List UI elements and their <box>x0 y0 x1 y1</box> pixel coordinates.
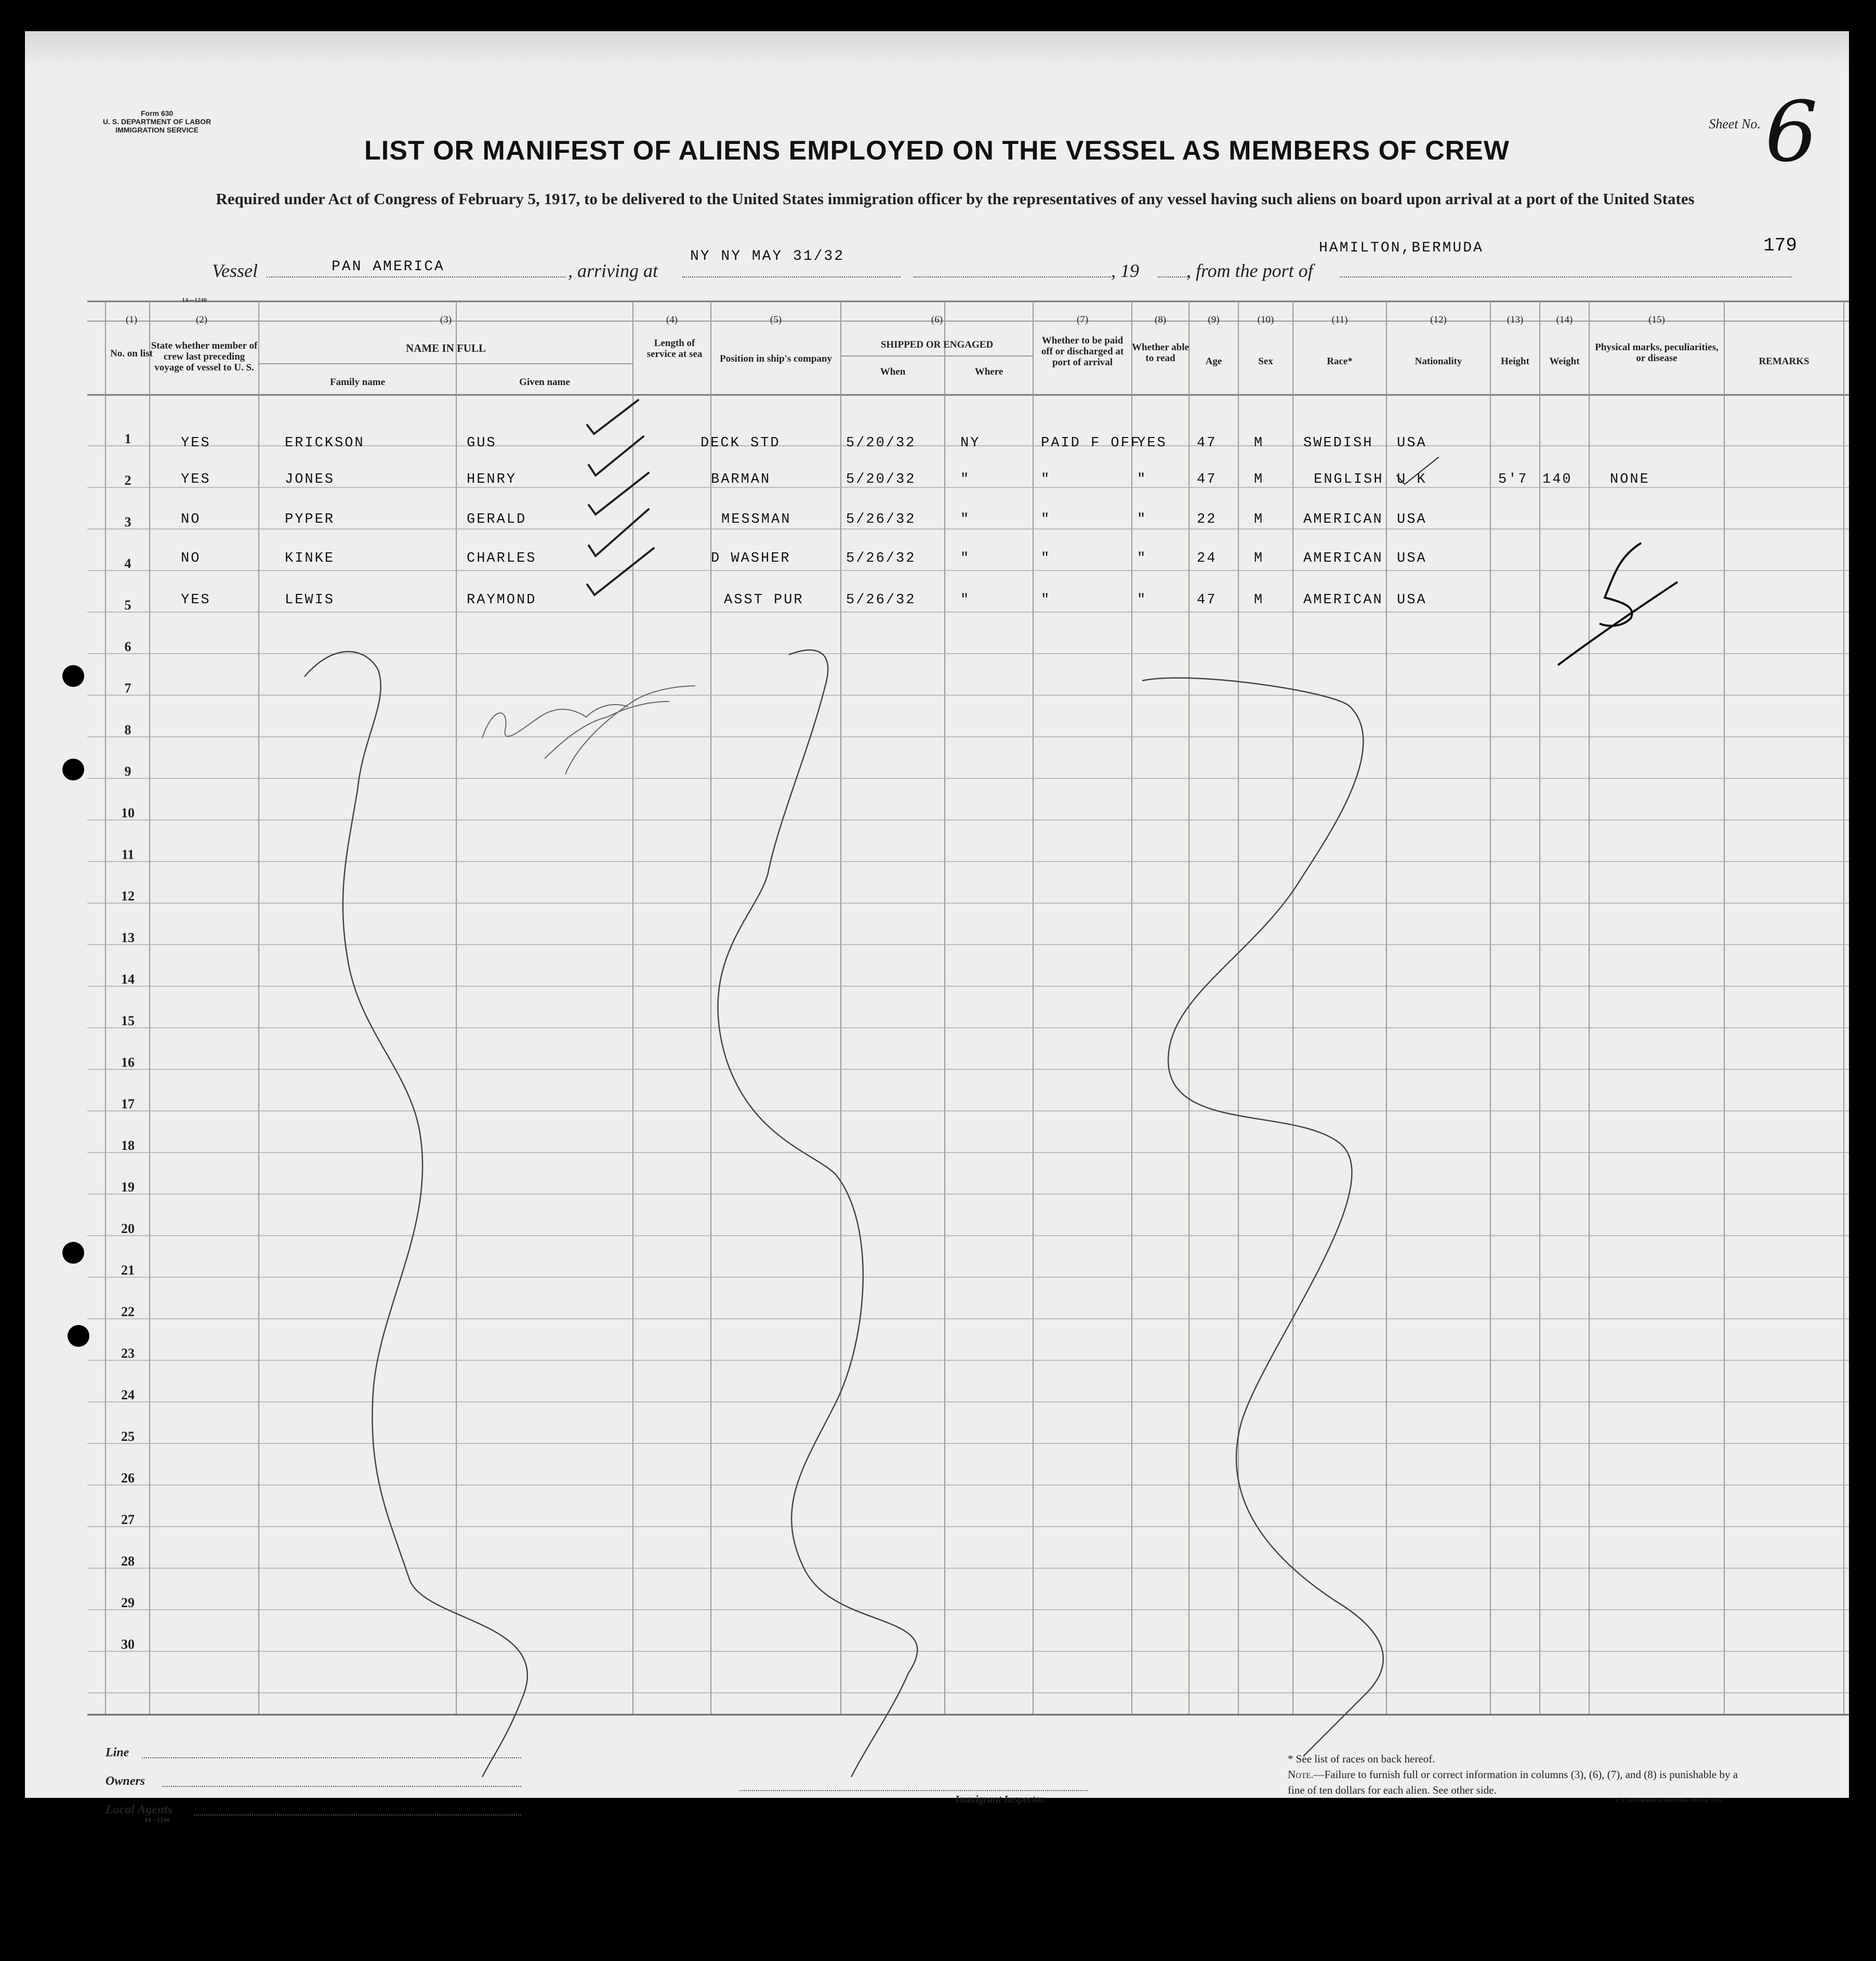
row-number: 21 <box>121 1263 135 1278</box>
sex-cell: M <box>1254 435 1264 451</box>
note-label: Note. <box>1288 1768 1314 1781</box>
row-number: 19 <box>121 1180 135 1195</box>
given-name-cell: RAYMOND <box>467 592 537 608</box>
col-12-header: Nationality <box>1415 356 1462 367</box>
col-14-number: (14) <box>1556 314 1573 325</box>
handwriting-layer <box>25 31 1849 1798</box>
paid-off-cell: PAID F OFF <box>1041 435 1141 451</box>
col-3b-header: Given name <box>519 377 570 388</box>
shipped-when-cell: 5/26/32 <box>846 512 916 527</box>
col-10-number: (10) <box>1257 314 1274 325</box>
able-to-read-cell: YES <box>1137 435 1167 451</box>
row-number: 24 <box>121 1387 135 1402</box>
able-to-read-cell: " <box>1137 472 1147 487</box>
col-3-number: (3) <box>440 314 452 325</box>
shipped-where-cell: " <box>960 551 971 566</box>
prev-voyage-cell: YES <box>181 472 211 487</box>
shipped-where-cell: " <box>960 512 971 527</box>
prev-voyage-cell: YES <box>181 592 211 608</box>
col-7-header: Whether to be paid off or discharged at port of arrival <box>1041 335 1124 368</box>
binder-hole <box>62 665 84 687</box>
height-cell: 5'7 <box>1498 472 1528 487</box>
col-10-header: Sex <box>1258 356 1273 367</box>
race-cell: AMERICAN <box>1303 551 1383 566</box>
binder-hole <box>62 1242 84 1264</box>
paid-off-cell: " <box>1041 472 1051 487</box>
note-text: —Failure to furnish full or correct information in columns (3), (6), (7), and (8) is punishable by a fine of ten dollars for each alien. See other side. <box>1288 1768 1738 1796</box>
page-title: LIST OR MANIFEST OF ALIENS EMPLOYED ON THE VESSEL AS MEMBERS OF CREW <box>364 136 1510 166</box>
service-name: IMMIGRATION SERVICE <box>115 126 199 134</box>
page-subtitle: Required under Act of Congress of February 5, 1917, to be delivered to the United States immigration officer by the representatives of any vessel having such aliens on board upon arrival at a port of the United States <box>216 190 1695 208</box>
inspector-label: Immigrant Inspector. <box>955 1794 1047 1805</box>
remarks-header: REMARKS <box>1759 356 1809 367</box>
shipped-when-cell: 5/26/32 <box>846 551 916 566</box>
prev-voyage-cell: YES <box>181 435 211 451</box>
line-dotted <box>142 1757 521 1758</box>
manifest-sheet <box>25 31 1849 1823</box>
age-cell: 22 <box>1197 512 1217 527</box>
race-cell: AMERICAN <box>1303 592 1383 608</box>
void-lines <box>305 650 1383 1777</box>
position-cell: BARMAN <box>711 472 771 487</box>
race-note: * See list of races on back hereof. <box>1288 1753 1435 1765</box>
shipped-where-cell: " <box>960 472 971 487</box>
nationality-cell: USA <box>1397 551 1427 566</box>
given-name-cell: HENRY <box>467 472 517 487</box>
owners-label: Owners <box>105 1774 146 1788</box>
binder-hole <box>68 1325 89 1347</box>
nationality-cell: USA <box>1397 435 1427 451</box>
row-number: 1 <box>124 431 131 446</box>
row-number: 18 <box>121 1138 135 1153</box>
col-6-header: SHIPPED OR ENGAGED <box>880 339 994 350</box>
inspector-dotted <box>739 1790 1088 1791</box>
void-line <box>1142 678 1383 1756</box>
row-number: 27 <box>121 1512 135 1527</box>
able-to-read-cell: " <box>1137 512 1147 527</box>
sex-cell: M <box>1254 592 1264 608</box>
check-mark <box>1397 457 1438 484</box>
col-6a-header: When <box>880 366 906 377</box>
check-mark <box>587 400 638 434</box>
row-number: 14 <box>121 972 135 987</box>
col-8-header: Whether able to read <box>1132 342 1189 364</box>
age-cell: 47 <box>1197 435 1217 451</box>
col-13-header: Height <box>1501 356 1529 367</box>
position-cell: D WASHER <box>711 551 791 566</box>
form-code: 14—1240 <box>182 296 207 303</box>
col-9-header: Age <box>1205 356 1222 367</box>
col-2-number: (2) <box>195 314 208 325</box>
check-mark <box>589 436 643 475</box>
col-5-number: (5) <box>770 314 782 325</box>
col-15-header: Physical marks, peculiarities, or disease <box>1595 342 1719 364</box>
col-13-number: (13) <box>1507 314 1524 325</box>
check-mark <box>589 509 649 556</box>
col-4-number: (4) <box>666 314 678 325</box>
arriving-value: NY NY MAY 31/32 <box>690 248 845 264</box>
col-6-number: (6) <box>931 314 943 325</box>
race-cell: AMERICAN <box>1303 512 1383 527</box>
row-number: 20 <box>121 1221 135 1236</box>
row-number: 28 <box>121 1554 135 1569</box>
row-number: 23 <box>121 1346 135 1361</box>
row-number: 8 <box>124 722 131 737</box>
able-to-read-cell: " <box>1137 592 1147 608</box>
arriving-label: , arriving at <box>568 260 658 281</box>
from-port-value: HAMILTON,BERMUDA <box>1319 240 1484 256</box>
nationality-cell: USA <box>1397 512 1427 527</box>
form-number: Form 630 <box>140 109 174 117</box>
col-5-header: Position in ship's company <box>720 353 832 364</box>
row-number: 7 <box>124 681 131 696</box>
agents-dotted <box>194 1814 521 1816</box>
from-port-label: , from the port of <box>1186 260 1313 281</box>
race-cell: ENGLISH <box>1314 472 1384 487</box>
given-name-cell: CHARLES <box>467 551 537 566</box>
able-to-read-cell: " <box>1137 551 1147 566</box>
row-number: 30 <box>121 1637 135 1652</box>
vessel-label: Vessel <box>212 260 258 281</box>
row-number: 2 <box>124 473 131 488</box>
family-name-cell: KINKE <box>285 551 335 566</box>
given-name-cell: GERALD <box>467 512 527 527</box>
binder-hole <box>62 759 84 780</box>
stamp-number: 179 <box>1763 235 1797 256</box>
row-number: 9 <box>124 764 131 779</box>
given-name-cell: GUS <box>467 435 497 451</box>
paid-off-cell: " <box>1041 551 1051 566</box>
position-cell: MESSMAN <box>721 512 791 527</box>
age-cell: 24 <box>1197 551 1217 566</box>
row-number: 22 <box>121 1304 135 1319</box>
col-3a-header: Family name <box>329 377 386 388</box>
prev-voyage-cell: NO <box>181 512 201 527</box>
vessel-name: PAN AMERICA <box>332 259 445 275</box>
row-number: 5 <box>124 598 131 613</box>
position-cell: ASST PUR <box>724 592 804 608</box>
physical-marks-cell: NONE <box>1610 472 1650 487</box>
col-8-number: (8) <box>1154 314 1167 325</box>
age-cell: 47 <box>1197 472 1217 487</box>
sex-cell: M <box>1254 512 1264 527</box>
department-name: U. S. DEPARTMENT OF LABOR <box>103 117 212 126</box>
family-name-cell: LEWIS <box>285 592 335 608</box>
col-7-number: (7) <box>1076 314 1089 325</box>
year-label: , 19 <box>1111 260 1139 281</box>
family-name-cell: ERICKSON <box>285 435 365 451</box>
col-11-number: (11) <box>1331 314 1348 325</box>
shipped-when-cell: 5/20/32 <box>846 472 916 487</box>
row-number: 10 <box>121 805 135 820</box>
row-number: 29 <box>121 1595 135 1610</box>
weight-cell: 140 <box>1542 472 1573 487</box>
family-name-cell: PYPER <box>285 512 335 527</box>
sex-cell: M <box>1254 472 1264 487</box>
line-label: Line <box>105 1746 129 1759</box>
col-1-number: (1) <box>125 314 138 325</box>
shipped-when-cell: 5/26/32 <box>846 592 916 608</box>
col-12-number: (12) <box>1430 314 1447 325</box>
row-number: 11 <box>121 847 135 862</box>
family-name-cell: JONES <box>285 472 335 487</box>
row-number: 6 <box>124 639 131 654</box>
footer-form-code: 14—1240 <box>144 1816 169 1823</box>
sheet-number-value: 6 <box>1765 83 1818 180</box>
nationality-cell: USA <box>1397 592 1427 608</box>
printing-office: U. S. GOVERNMENT PRINTING OFFICE: 1929 <box>1615 1798 1721 1804</box>
race-cell: SWEDISH <box>1303 435 1373 451</box>
sheet-number-label: Sheet No. <box>1709 116 1761 131</box>
shipped-where-cell: " <box>960 592 971 608</box>
col-9-number: (9) <box>1208 314 1220 325</box>
void-line <box>305 652 527 1777</box>
row-number: 3 <box>124 514 131 529</box>
sex-cell: M <box>1254 551 1264 566</box>
row-number: 25 <box>121 1429 135 1444</box>
col-6b-header: Where <box>974 366 1003 377</box>
check-mark <box>589 473 649 514</box>
col-14-header: Weight <box>1549 356 1580 367</box>
col-11-header: Race* <box>1327 356 1353 367</box>
void-line <box>718 650 917 1777</box>
col-4-header: Length of service at sea <box>646 338 703 360</box>
prev-voyage-cell: NO <box>181 551 201 566</box>
row-number: 17 <box>121 1096 135 1111</box>
row-number: 12 <box>121 889 135 904</box>
col-15-number: (15) <box>1648 314 1665 325</box>
row-number: 13 <box>121 930 135 945</box>
remarks-handwritten-mark <box>1558 543 1677 665</box>
position-cell: DECK STD <box>701 435 781 451</box>
owners-dotted <box>163 1786 521 1787</box>
row-number: 4 <box>124 556 131 571</box>
col-2-header: State whether member of crew last preceding voyage of vessel to U. S. <box>151 340 258 373</box>
check-marks <box>587 400 1438 595</box>
penalty-note <box>1288 1767 1755 1798</box>
shipped-when-cell: 5/20/32 <box>846 435 916 451</box>
col-1-header: No. on list <box>110 348 153 359</box>
shipped-where-cell: NY <box>960 435 981 451</box>
row-number: 26 <box>121 1470 135 1486</box>
inspector-signature <box>482 686 695 774</box>
local-agents-label: Local Agents <box>105 1803 173 1817</box>
paid-off-cell: " <box>1041 512 1051 527</box>
col-3-header: NAME IN FULL <box>405 342 486 354</box>
row-number: 15 <box>121 1013 135 1028</box>
nationality-cell: U K <box>1397 472 1427 487</box>
age-cell: 47 <box>1197 592 1217 608</box>
paid-off-cell: " <box>1041 592 1051 608</box>
row-number: 16 <box>121 1055 135 1070</box>
